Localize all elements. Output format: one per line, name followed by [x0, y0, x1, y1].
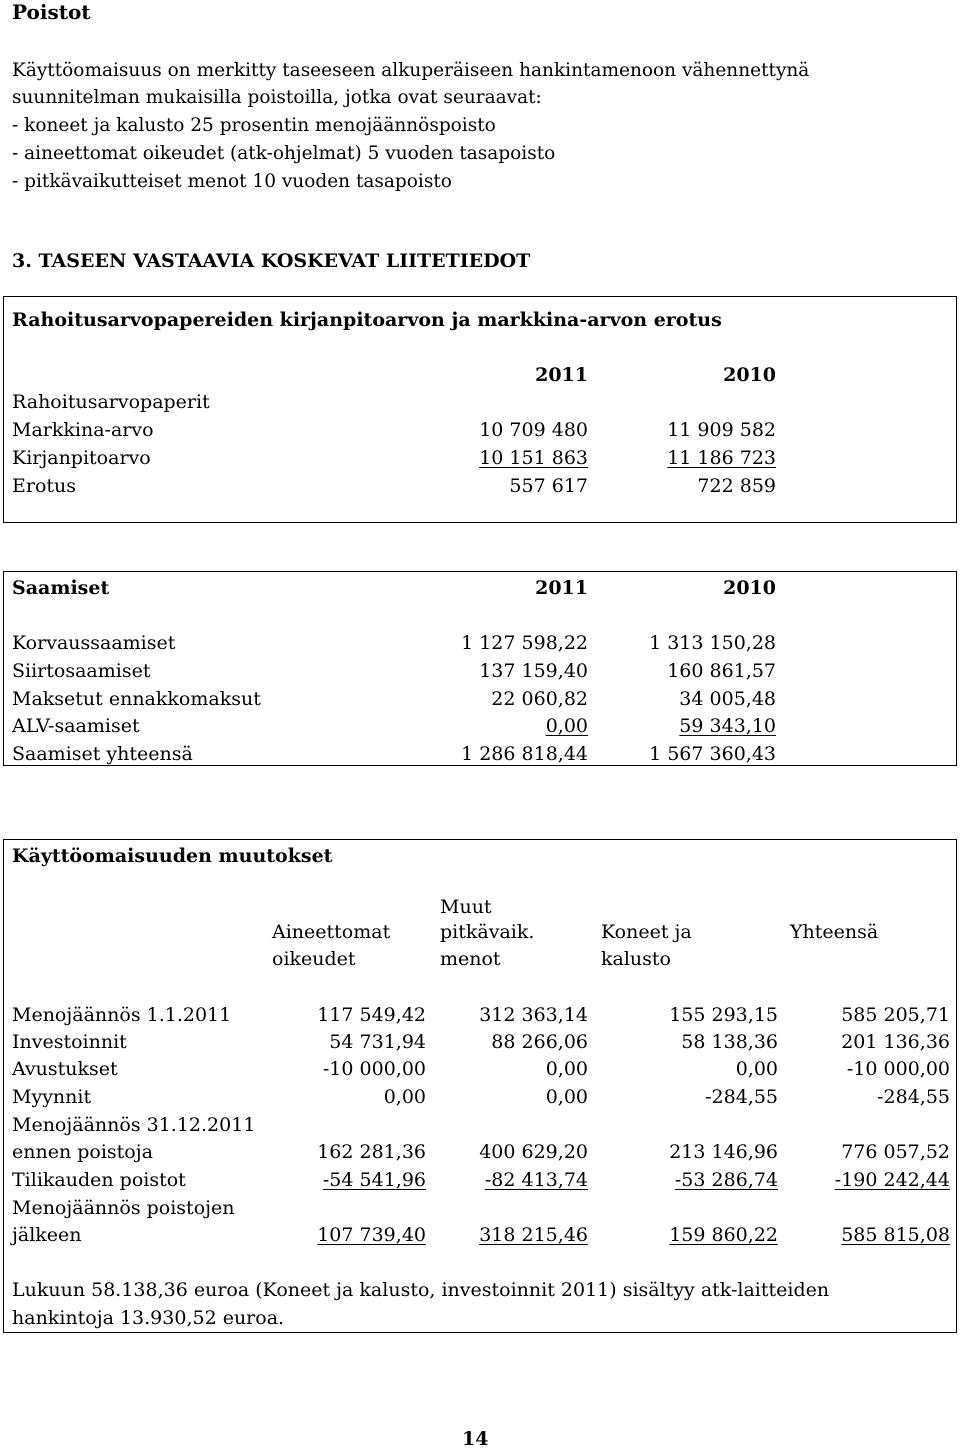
assets-title: Käyttöomaisuuden muutokset: [12, 845, 333, 867]
assets-col1-header: oikeudet: [272, 948, 356, 970]
receivables-year-2011: 2011: [535, 577, 588, 599]
securities-row-2011: 10 709 480: [479, 419, 588, 441]
receivables-row-label: ALV-saamiset: [12, 715, 140, 737]
assets-row-c4: 201 136,36: [841, 1031, 950, 1053]
receivables-row-2010: 59 343,10: [679, 715, 776, 737]
assets-row-label: Myynnit: [12, 1086, 92, 1108]
assets-row-c2: 318 215,46: [479, 1224, 588, 1246]
assets-row-c1: -10 000,00: [322, 1058, 426, 1080]
receivables-row-2010: 1 313 150,28: [649, 632, 776, 654]
securities-row-2011: 557 617: [509, 475, 588, 497]
assets-row-label: Menojäännös 31.12.2011: [12, 1114, 256, 1136]
assets-row-c3: 0,00: [735, 1058, 778, 1080]
intro-line-5: - pitkävaikutteiset menot 10 vuoden tasapoisto: [12, 171, 452, 192]
receivables-row-label: Siirtosaamiset: [12, 660, 151, 682]
assets-row-c3: -53 286,74: [674, 1169, 778, 1191]
assets-col3-header: Koneet ja: [601, 921, 692, 943]
receivables-row-label: Maksetut ennakkomaksut: [12, 688, 261, 710]
securities-row-label: Kirjanpitoarvo: [12, 447, 151, 469]
page-heading: Poistot: [12, 0, 91, 24]
receivables-row-2010: 34 005,48: [679, 688, 776, 710]
receivables-row-label: Korvaussaamiset: [12, 632, 176, 654]
assets-row-c1: 117 549,42: [317, 1004, 426, 1026]
assets-row-c1: 162 281,36: [317, 1141, 426, 1163]
section-3-title: 3. TASEEN VASTAAVIA KOSKEVAT LIITETIEDOT: [12, 250, 531, 272]
assets-row-c1: 0,00: [383, 1086, 426, 1108]
securities-row-label: Markkina-arvo: [12, 419, 154, 441]
securities-row-2010: 11 186 723: [667, 447, 776, 469]
securities-year-2010: 2010: [723, 364, 776, 386]
securities-year-2011: 2011: [535, 364, 588, 386]
assets-row-c2: 312 363,14: [479, 1004, 588, 1026]
assets-col2-header: pitkävaik.: [440, 921, 535, 943]
receivables-row-2011: 1 127 598,22: [461, 632, 588, 654]
assets-row-c4: -190 242,44: [834, 1169, 950, 1191]
assets-col3-header: kalusto: [601, 948, 671, 970]
assets-row-c3: 213 146,96: [669, 1141, 778, 1163]
assets-row-c1: -54 541,96: [322, 1169, 426, 1191]
assets-row-c3: 159 860,22: [669, 1224, 778, 1246]
receivables-row-2011: 0,00: [545, 715, 588, 737]
securities-row-2010: 11 909 582: [667, 419, 776, 441]
receivables-row-2011: 1 286 818,44: [461, 743, 588, 765]
page-number: 14: [462, 1428, 489, 1450]
receivables-title: Saamiset: [12, 577, 110, 599]
assets-row-c2: 88 266,06: [491, 1031, 588, 1053]
receivables-year-2010: 2010: [723, 577, 776, 599]
assets-note-line-2: hankintoja 13.930,52 euroa.: [12, 1307, 285, 1329]
assets-row-c2: 400 629,20: [479, 1141, 588, 1163]
securities-row-label: Erotus: [12, 475, 77, 497]
assets-row-c2: -82 413,74: [484, 1169, 588, 1191]
receivables-row-2011: 137 159,40: [479, 660, 588, 682]
assets-row-c4: -10 000,00: [846, 1058, 950, 1080]
assets-row-label: jälkeen: [12, 1224, 82, 1246]
assets-row-label: Avustukset: [12, 1058, 118, 1080]
securities-row-2010: 722 859: [697, 475, 776, 497]
assets-row-c4: 585 205,71: [841, 1004, 950, 1026]
assets-row-label: Investoinnit: [12, 1031, 127, 1053]
assets-row-c1: 54 731,94: [329, 1031, 426, 1053]
assets-col2-header: Muut: [440, 896, 492, 918]
securities-row-2011: 10 151 863: [479, 447, 588, 469]
assets-note-line-1: Lukuun 58.138,36 euroa (Koneet ja kalusto, investoinnit 2011) sisältyy atk-laitteiden: [12, 1279, 830, 1301]
intro-line-4: - aineettomat oikeudet (atk-ohjelmat) 5 vuoden tasapoisto: [12, 143, 556, 164]
assets-row-label: Menojäännös poistojen: [12, 1197, 235, 1219]
assets-col2-header: menot: [440, 948, 501, 970]
assets-col4-header: Yhteensä: [790, 921, 879, 943]
assets-row-c2: 0,00: [545, 1086, 588, 1108]
securities-title: Rahoitusarvopapereiden kirjanpitoarvon ja markkina-arvon erotus: [12, 309, 722, 331]
securities-group-label: Rahoitusarvopaperit: [12, 391, 210, 413]
assets-row-label: ennen poistoja: [12, 1141, 153, 1163]
assets-row-c3: 155 293,15: [669, 1004, 778, 1026]
receivables-row-2010: 1 567 360,43: [649, 743, 776, 765]
receivables-row-2010: 160 861,57: [667, 660, 776, 682]
intro-line-1: Käyttöomaisuus on merkitty taseeseen alkuperäiseen hankintamenoon vähennettynä: [12, 60, 810, 81]
receivables-row-2011: 22 060,82: [491, 688, 588, 710]
assets-row-label: Menojäännös 1.1.2011: [12, 1004, 232, 1026]
assets-row-c4: -284,55: [877, 1086, 950, 1108]
receivables-row-label: Saamiset yhteensä: [12, 743, 193, 765]
assets-row-c1: 107 739,40: [317, 1224, 426, 1246]
intro-line-3: - koneet ja kalusto 25 prosentin menojäännöspoisto: [12, 115, 496, 136]
assets-row-c4: 776 057,52: [841, 1141, 950, 1163]
assets-row-c4: 585 815,08: [841, 1224, 950, 1246]
intro-line-2: suunnitelman mukaisilla poistoilla, jotka ovat seuraavat:: [12, 87, 542, 108]
assets-col1-header: Aineettomat: [272, 921, 391, 943]
assets-row-c2: 0,00: [545, 1058, 588, 1080]
assets-row-c3: 58 138,36: [681, 1031, 778, 1053]
assets-row-c3: -284,55: [705, 1086, 778, 1108]
assets-row-label: Tilikauden poistot: [12, 1169, 186, 1191]
